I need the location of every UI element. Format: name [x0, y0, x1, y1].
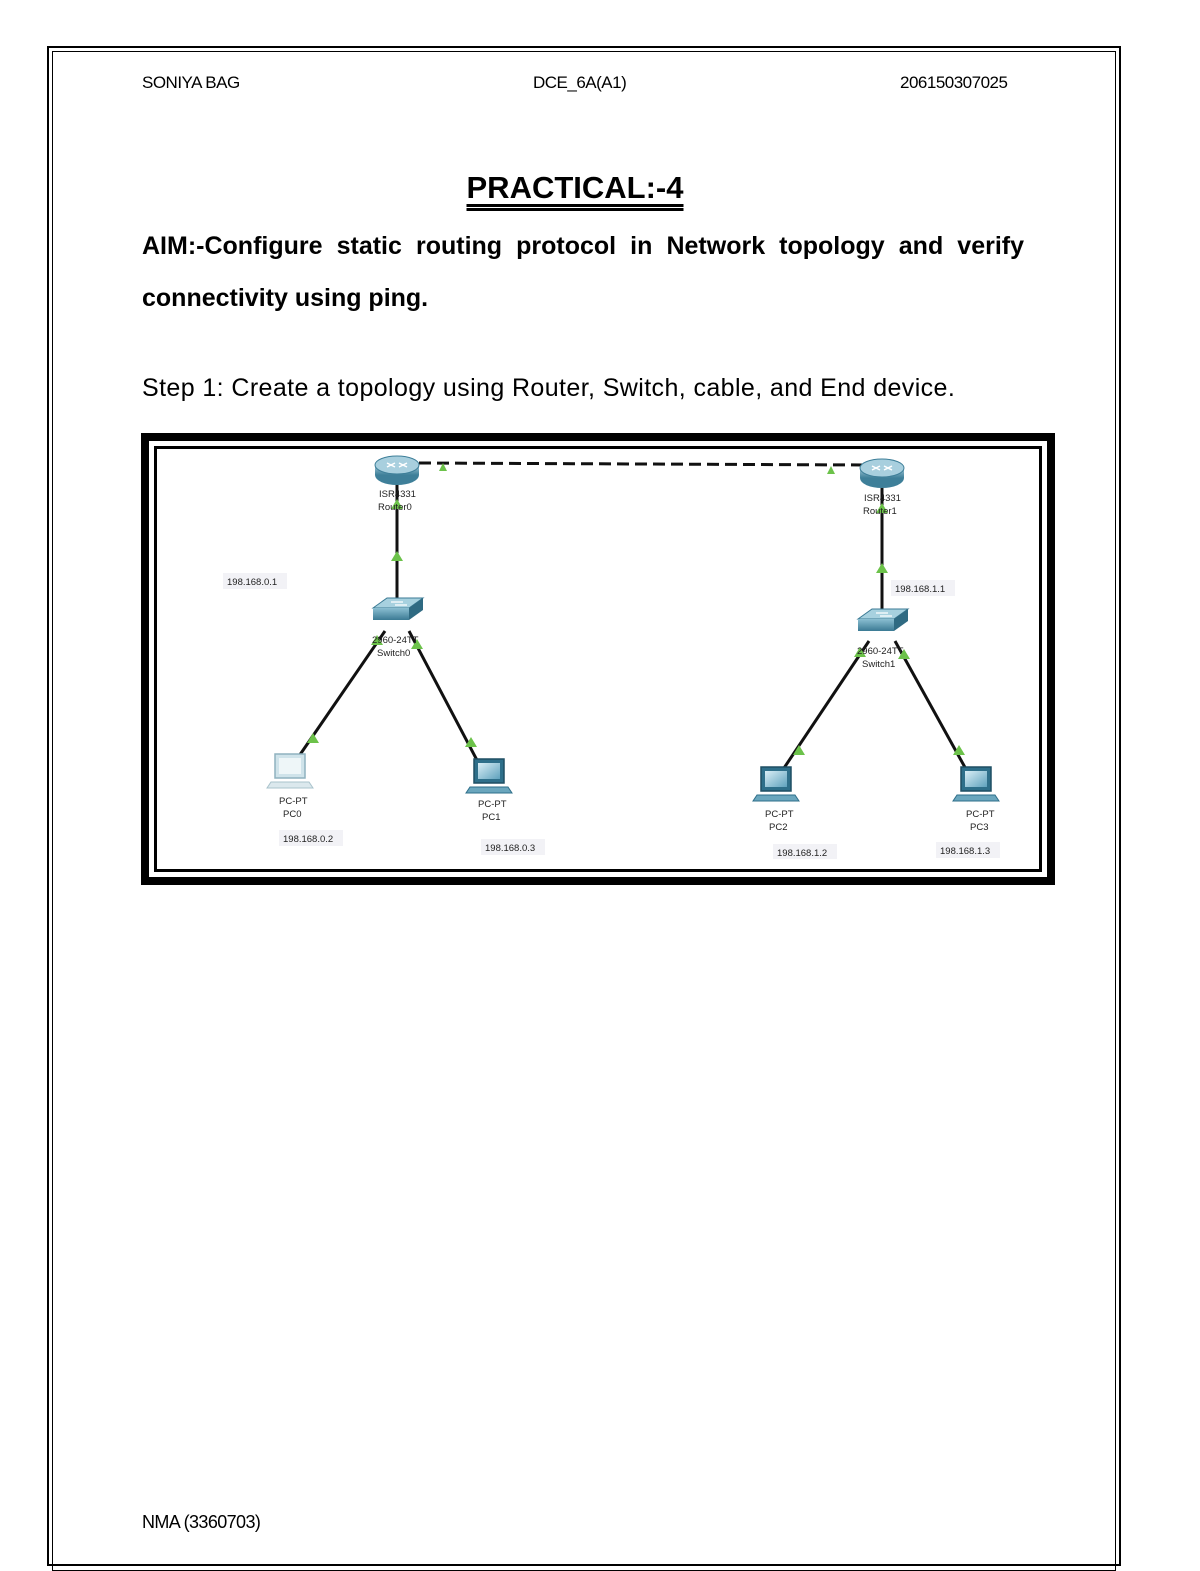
pc2-icon — [753, 767, 799, 801]
pc1-icon — [466, 759, 512, 793]
pc3-ip-label: 198.168.1.3 — [940, 846, 991, 857]
topology-figure-mat — [149, 441, 1047, 877]
topology-diagram — [157, 449, 1029, 859]
pc2-name-label: PC2 — [769, 822, 788, 833]
header-class-code: DCE_6A(A1) — [533, 73, 627, 92]
pc0-ip-label: 198.168.0.2 — [283, 834, 334, 845]
indicator — [391, 551, 403, 561]
pc1-ip-label: 198.168.0.3 — [485, 843, 536, 854]
pc2-ip-label: 198.168.1.2 — [777, 848, 828, 859]
switch0-name-label: Switch0 — [377, 648, 411, 659]
indicator — [876, 563, 888, 573]
topology-figure — [154, 446, 1042, 872]
pc2-type-label: PC-PT — [765, 809, 794, 820]
gateway-label-lan1: 198.168.1.1 — [895, 584, 946, 595]
gateway-label-lan0: 198.168.0.1 — [227, 577, 278, 588]
switch0-icon — [373, 598, 423, 620]
practical-title-text: PRACTICAL:-4 — [466, 170, 684, 205]
footer-course-code: NMA (3360703) — [142, 1512, 261, 1532]
router0-model-label: ISR4331 — [379, 489, 416, 500]
link-switch1-pc2 — [782, 641, 869, 771]
practical-title — [0, 170, 1150, 206]
router1-model-label: ISR4331 — [864, 493, 901, 504]
step-1-text: Step 1: Create a topology using Router, Switch, cable, and End device. — [142, 374, 956, 402]
router1-icon — [860, 459, 904, 488]
topology-figure-frame — [141, 433, 1055, 885]
link-router0-router1 — [419, 463, 865, 465]
aim-statement: AIM:-Configure static routing protocol in Network topology and verify connectivity using ping. — [142, 232, 1024, 312]
pc0-icon — [267, 754, 313, 788]
indicator — [827, 466, 835, 474]
indicator — [307, 733, 319, 743]
router1-name-label: Router1 — [863, 506, 897, 517]
header-enrollment-number: 206150307025 — [900, 73, 1008, 92]
pc3-icon — [953, 767, 999, 801]
switch1-name-label: Switch1 — [862, 659, 896, 670]
pc1-type-label: PC-PT — [478, 799, 507, 810]
router0-icon — [375, 456, 419, 485]
pc3-type-label: PC-PT — [966, 809, 995, 820]
pc0-name-label: PC0 — [283, 809, 302, 820]
pc3-name-label: PC3 — [970, 822, 989, 833]
pc1-name-label: PC1 — [482, 812, 501, 823]
header-student-name: SONIYA BAG — [142, 73, 240, 92]
switch1-icon — [858, 609, 908, 631]
pc0-type-label: PC-PT — [279, 796, 308, 807]
router0-name-label: Router0 — [378, 502, 412, 513]
switch1-model-label: 2960-24TT — [857, 646, 904, 657]
switch0-model-label: 2960-24TT — [372, 635, 419, 646]
